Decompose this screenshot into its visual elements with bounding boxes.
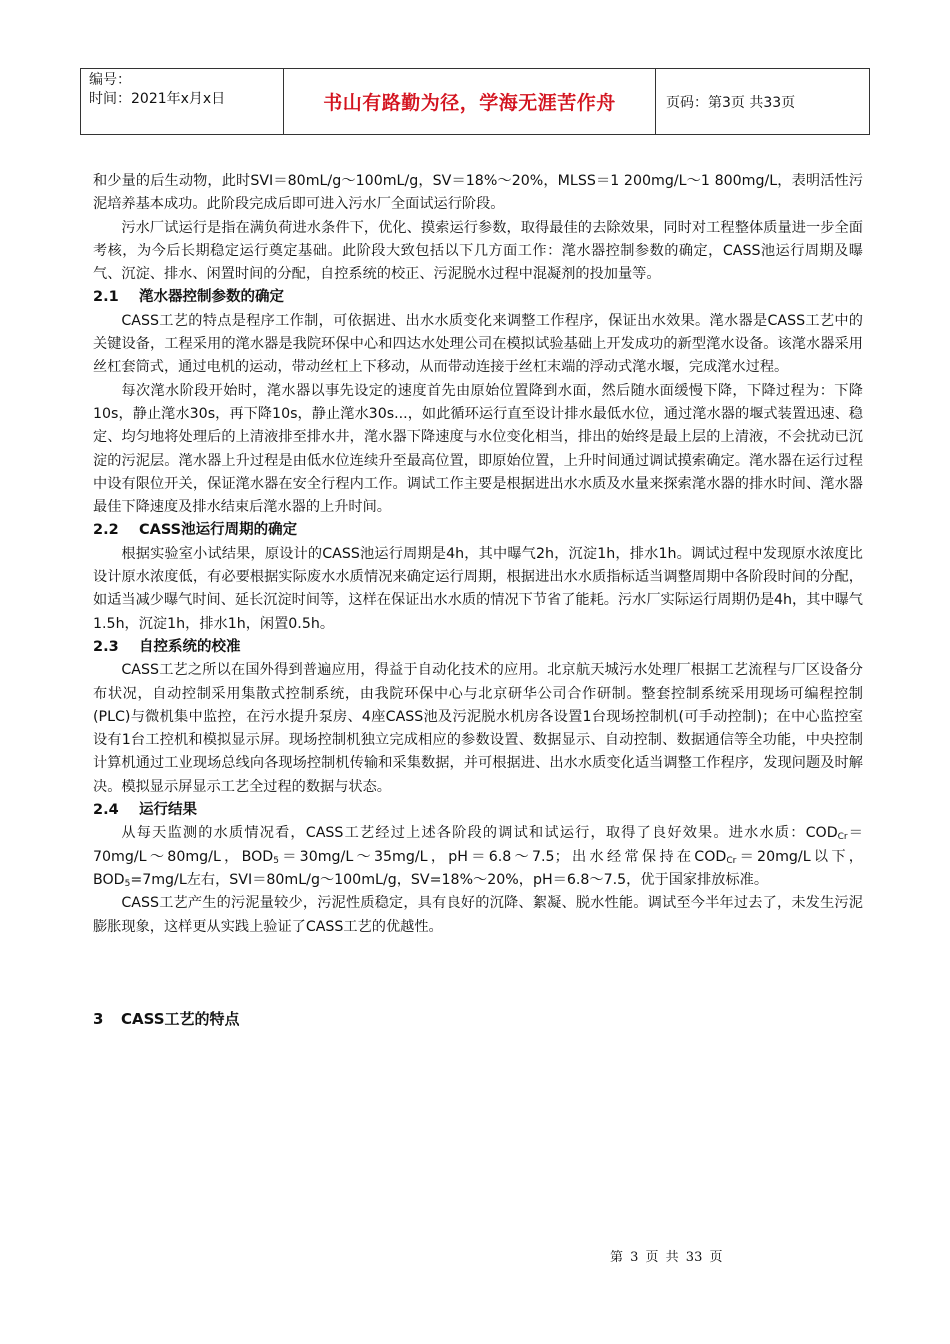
chapter-heading <box>93 1007 863 1031</box>
subscript: Cr <box>726 855 737 866</box>
chapter-title: CASS工艺的特点 <box>121 1009 240 1028</box>
section-title: 运行结果 <box>139 802 197 819</box>
section-title: CASS池运行周期的确定 <box>139 522 298 539</box>
section-heading <box>93 519 863 542</box>
paragraph: 每次滗水阶段开始时，滗水器以事先设定的速度首先由原始位置降到水面，然后随水面缓慢下降，下降过程为：下降10s，静止滗水30s，再下降10s，静止滗水30s...，如此循环运行直至设计排水最低水位，通过滗水器的堰式装置迅速、稳定、均匀地将处理后的上清液排至排水井，滗水器下降速度与水位变化相当，排出的始终是最上层的上清液，不会扰动已沉淀的污泥层。滗水器上升过程是由低水位连续升至最高位置，即原始位置，上升时间通过调试摸索确定。滗水器在运行过程中设有限位开关，保证滗水器在安全行程内工作。调试工作主要是根据进出水水质及水量来探索滗水器的排水时间、滗水器最佳下降速度及排水结束后滗水器的上升时间。 <box>93 382 863 516</box>
text-run: ＝30mg/L～35mg/L，pH＝6.8～7.5；出水经常保持在COD <box>278 848 727 865</box>
paragraph: CASS工艺之所以在国外得到普遍应用，得益于自动化技术的应用。北京航天城污水处理厂根据工艺流程与厂区设备分布状况，自动控制采用集散式控制系统，由我院环保中心与北京研华公司合作研制。整套控制系统采用现场可编程控制(PLC)与微机集中监控，在污水提升泵房、4座CASS池及污泥脱水机房各设置1台现场控制机(可手动控制)；在中心监控室设有1台工控机和模拟显示屏。现场控制机独立完成相应的参数设置、数据显示、自动控制、数据通信等全功能，中央控制计算机通过工业现场总线向各现场控制机传输和采集数据，并可根据进、出水水质变化适当调整工作程序，发现问题及时解决。模拟显示屏显示工艺全过程的数据与状态。 <box>93 662 863 795</box>
subscript: Cr <box>837 832 848 843</box>
page-footer: 第 3 页 共 33 页 <box>610 1250 723 1265</box>
header-motto: 书山有路勤为径，学海无涯苦作舟 <box>284 69 656 134</box>
section-heading <box>93 286 863 309</box>
text-run: ＝70mg/L～80mg/L，BOD <box>93 825 863 865</box>
subscript: 5 <box>273 855 279 866</box>
section-heading <box>93 636 863 659</box>
spacer <box>93 939 863 1007</box>
paragraph: 污水厂试运行是指在满负荷进水条件下，优化、摸索运行参数，取得最佳的去除效果，同时对工程整体质量进一步全面考核，为今后长期稳定运行奠定基础。此阶段大致包括以下几方面工作：滗水器控制参数的确定，CASS池运行周期及曝气、沉淀、排水、闲置时间的分配，自控系统的校正、污泥脱水过程中混凝剂的投加量等。 <box>93 219 863 283</box>
paragraph: 根据实验室小试结果，原设计的CASS池运行周期是4h，其中曝气2h，沉淀1h，排水1h。调试过程中发现原水浓度比设计原水浓度低，有必要根据实际废水水质情况来确定运行周期，根据进出水水质指标适当调整周期中各阶段时间的分配，如适当减少曝气时间、延长沉淀时间等，这样在保证出水水质的情况下节省了能耗。污水厂实际运行周期仍是4h，其中曝气1.5h，沉淀1h，排水1h，闲置0.5h。 <box>93 545 863 632</box>
subscript: 5 <box>124 878 131 889</box>
header-date: 时间：2021年x月x日 <box>89 91 226 107</box>
header-meta <box>81 69 284 134</box>
header-page-info: 页码：第3页 共33页 <box>666 94 796 111</box>
paragraph-results <box>93 822 863 892</box>
section-number: 2.4 <box>93 802 119 819</box>
chapter-number: 3 <box>93 1009 104 1028</box>
section-title: 自控系统的校准 <box>139 638 241 655</box>
section-title: 滗水器控制参数的确定 <box>139 289 284 306</box>
text-run: 从每天监测的水质情况看，CASS工艺经过上述各阶段的调试和试运行，取得了良好效果。进水水质：COD <box>121 825 838 842</box>
document-body <box>93 170 863 1031</box>
text-run: ＝20mg/L以下，BOD <box>93 848 863 888</box>
paragraph: 和少量的后生动物，此时SVI＝80mL/g～100mL/g，SV＝18%～20%，MLSS＝1 200mg/L～1 800mg/L，表明活性污泥培养基本成功。此阶段完成后即可进入污水厂全面试运行阶段。 <box>93 173 863 213</box>
text-run: =7mg/L左右，SVI＝80mL/g～100mL/g，SV=18%～20%，pH＝6.8～7.5，优于国家排放标准。 <box>130 871 769 888</box>
paragraph: CASS工艺产生的污泥量较少，污泥性质稳定，具有良好的沉降、絮凝、脱水性能。调试至今半年过去了，未发生污泥膨胀现象，这样更从实践上验证了CASS工艺的优越性。 <box>93 895 863 935</box>
section-number: 2.3 <box>93 638 119 655</box>
section-number: 2.2 <box>93 522 119 539</box>
paragraph: CASS工艺的特点是程序工作制，可依据进、出水水质变化来调整工作程序，保证出水效果。滗水器是CASS工艺中的关键设备，工程采用的滗水器是我院环保中心和四达水处理公司在模拟试验基础上开发成功的新型滗水设备。该滗水器采用丝杠套筒式，通过电机的运动，带动丝杠上下移动，从而带动连接于丝杠末端的浮动式滗水堰，完成滗水过程。 <box>93 312 863 376</box>
header-code-label: 编号： <box>89 72 131 88</box>
section-heading <box>93 799 863 822</box>
section-number: 2.1 <box>93 289 119 306</box>
page-header <box>80 68 870 135</box>
